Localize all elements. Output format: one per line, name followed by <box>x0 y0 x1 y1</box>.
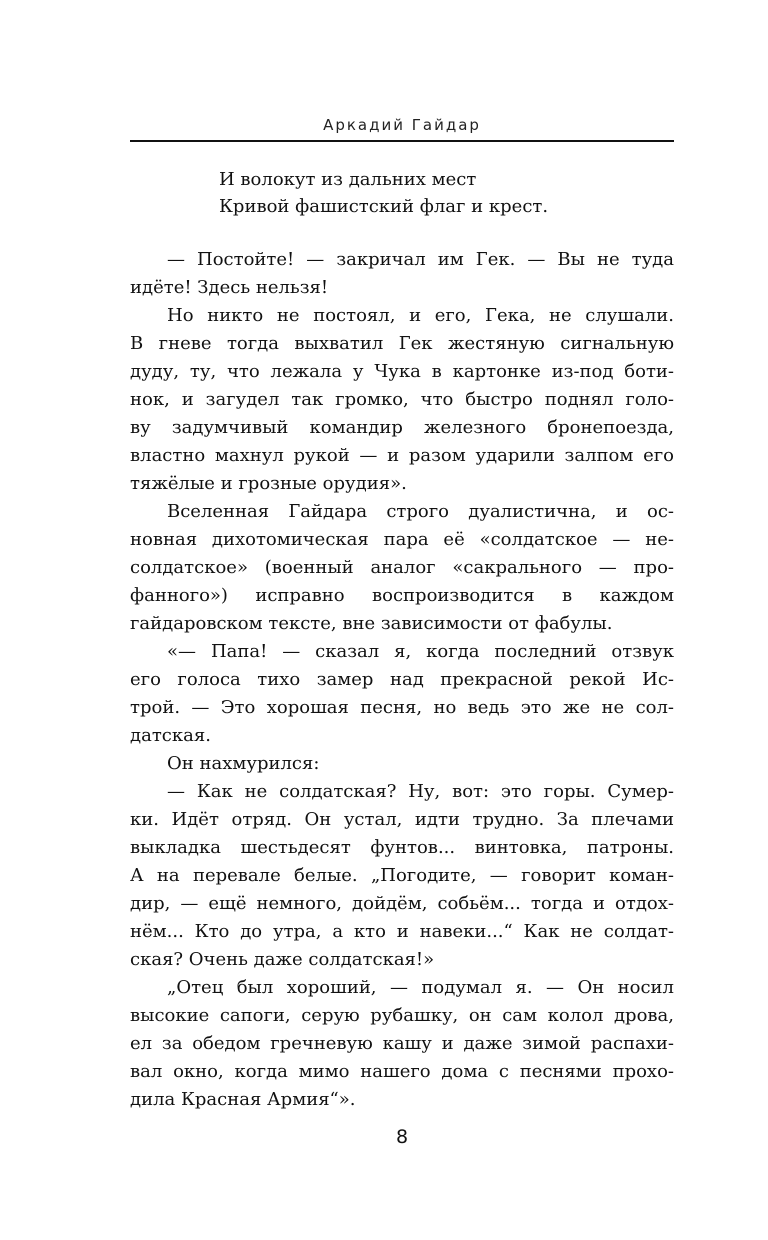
text-line: ки. Идёт отряд. Он устал, идти трудно. За плечами <box>130 809 674 830</box>
text-line: его голоса тихо замер над прекрасной рекой Ис- <box>130 669 674 690</box>
text-line: — Постойте! — закричал им Гек. — Вы не туда <box>167 249 674 270</box>
text-line: тяжёлые и грозные орудия». <box>130 473 407 494</box>
paragraph <box>130 750 674 778</box>
text-line: ву задумчивый командир железного бронепоезда, <box>130 417 674 438</box>
text-line: Но никто не постоял, и его, Гека, не слушали. <box>167 305 674 326</box>
paragraph <box>130 638 674 750</box>
text-line: ская? Очень даже солдатская!» <box>130 949 435 970</box>
text-line: вал окно, когда мимо нашего дома с песнями прохо- <box>130 1061 674 1082</box>
paragraph <box>130 246 674 302</box>
verse-line: И волокут из дальних мест <box>219 169 477 190</box>
body-text <box>130 246 674 1114</box>
text-line: дила Красная Армия“». <box>130 1089 356 1110</box>
text-line: В гневе тогда выхватил Гек жестяную сигнальную <box>130 333 674 354</box>
text-line: нок, и загудел так громко, что быстро поднял голо- <box>130 389 674 410</box>
text-line: высокие сапоги, серую рубашку, он сам колол дрова, <box>130 1005 674 1026</box>
text-line: „Отец был хороший, — подумал я. — Он носил <box>167 977 674 998</box>
text-line: А на перевале белые. „Погодите, — говорит коман- <box>130 865 674 886</box>
text-line: нём... Кто до утра, а кто и навеки...“ Как не солдат- <box>130 921 674 942</box>
text-line: идёте! Здесь нельзя! <box>130 277 329 298</box>
running-head: Аркадий Гайдар <box>323 116 481 134</box>
paragraph <box>130 302 674 498</box>
paragraph <box>130 498 674 638</box>
text-line: — Как не солдатская? Ну, вот: это горы. Сумер- <box>167 781 674 802</box>
paragraph <box>130 974 674 1114</box>
text-line: дуду, ту, что лежала у Чука в картонке из-под боти- <box>130 361 674 382</box>
verse-quote <box>219 166 674 220</box>
page-number: 8 <box>395 1126 409 1148</box>
text-line: выкладка шестьдесят фунтов... винтовка, патроны. <box>130 837 674 858</box>
verse-line: Кривой фашистский флаг и крест. <box>219 196 549 217</box>
paragraph <box>130 778 674 974</box>
text-line: датская. <box>130 725 211 746</box>
text-line: Он нахмурился: <box>167 753 320 774</box>
text-line: ел за обедом гречневую кашу и даже зимой распахи- <box>130 1033 674 1054</box>
text-line: гайдаровском тексте, вне зависимости от фабулы. <box>130 613 613 634</box>
text-line: дир, — ещё немного, дойдём, собьём... тогда и отдох- <box>130 893 674 914</box>
text-line: Вселенная Гайдара строго дуалистична, и ос- <box>167 501 674 522</box>
text-line: «— Папа! — сказал я, когда последний отзвук <box>167 641 674 662</box>
text-line: солдатское» (военный аналог «сакрального — про- <box>130 557 674 578</box>
header-rule <box>130 140 674 142</box>
text-line: властно махнул рукой — и разом ударили залпом его <box>130 445 674 466</box>
text-line: трой. — Это хорошая песня, но ведь это же не сол- <box>130 697 674 718</box>
text-line: фанного») исправно воспроизводится в каждом <box>130 585 674 606</box>
text-line: новная дихотомическая пара её «солдатское — не- <box>130 529 674 550</box>
